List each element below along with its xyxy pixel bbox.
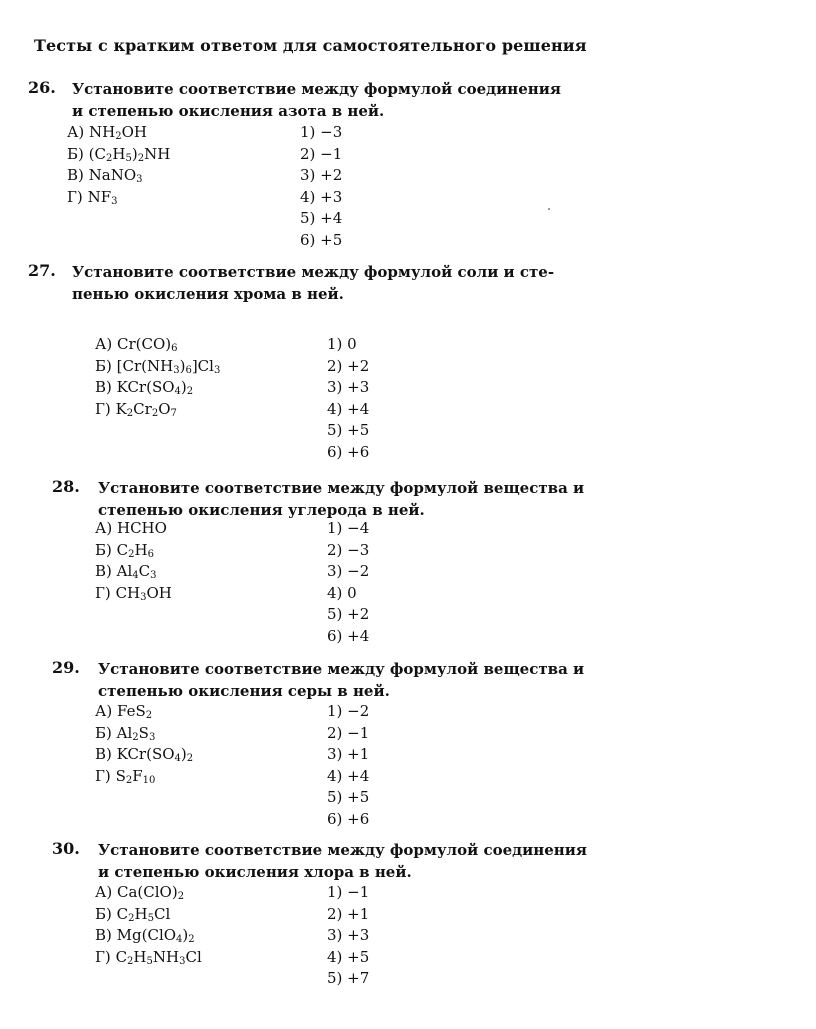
option-letter: Г) — [95, 399, 116, 418]
option-letter: Б) — [95, 723, 117, 742]
oxidation-value-option: 2) −1 — [300, 144, 343, 163]
formula-option — [95, 561, 157, 582]
page-title: Тесты с кратким ответом для самостоятельного решения — [34, 36, 587, 55]
formula-subscript: 2 — [126, 407, 134, 419]
formula-text: OH — [146, 583, 172, 602]
scan-speck — [548, 208, 550, 210]
oxidation-value-option: 3) −2 — [327, 562, 370, 580]
question-text-line: пенью окисления хрома в ней. — [72, 285, 344, 303]
question-text-line: Установите соответствие между формулой вещества и — [98, 479, 585, 497]
formula-subscript: 10 — [142, 774, 156, 786]
formula-option — [95, 377, 193, 398]
question-text-line: и степенью окисления хлора в ней. — [98, 863, 412, 881]
formula-text: Cl — [153, 904, 171, 923]
formula-option — [95, 399, 177, 420]
formula-text: Cr — [133, 399, 152, 418]
formula-text: C — [116, 540, 129, 559]
formula-text: H — [134, 540, 148, 559]
formula-subscript: 4 — [174, 386, 181, 397]
oxidation-value-option: 1) −3 — [300, 123, 343, 141]
oxidation-value-option: 1) −2 — [327, 702, 370, 720]
oxidation-value-option: 5) +5 — [327, 788, 370, 806]
formula-subscript: 5 — [125, 152, 132, 164]
formula-option — [95, 583, 172, 604]
formula-text: S — [115, 766, 126, 785]
oxidation-value-option: 3) +3 — [327, 378, 370, 396]
question-number: 26. — [28, 78, 56, 97]
formula-subscript: 6 — [185, 364, 192, 376]
option-letter: Б) — [95, 356, 117, 375]
oxidation-value-option: 2) −3 — [327, 540, 370, 559]
oxidation-value-option: 4) 0 — [327, 583, 357, 602]
oxidation-value-option: 5) +4 — [300, 209, 343, 227]
oxidation-value-option: 4) +4 — [327, 399, 370, 418]
question-number: 28. — [52, 477, 80, 496]
oxidation-value-option: 6) +4 — [327, 626, 370, 645]
formula-option — [67, 165, 143, 186]
question-number: 29. — [52, 658, 80, 677]
question-text-line: степенью окисления серы в ней. — [98, 682, 390, 700]
option-letter: А) — [95, 883, 117, 901]
formula-subscript: 2 — [145, 710, 153, 721]
formula-option — [95, 882, 184, 903]
formula-option — [95, 947, 202, 968]
oxidation-value-option: 1) 0 — [327, 335, 357, 353]
formula-text: ) — [180, 745, 187, 763]
formula-text: ]Cl — [191, 356, 214, 375]
formula-text: OH — [121, 123, 147, 141]
formula-option — [95, 518, 167, 539]
formula-subscript: 3 — [173, 364, 180, 376]
formula-subscript: 2 — [188, 934, 195, 945]
option-letter: Г) — [95, 766, 116, 785]
oxidation-value-option: 5) +7 — [327, 969, 370, 987]
formula-text: Al — [116, 723, 133, 742]
formula-subscript: 3 — [111, 195, 118, 207]
option-letter: Б) — [95, 540, 117, 559]
formula-option — [67, 187, 117, 208]
formula-subscript: 2 — [177, 891, 185, 902]
formula-text: [Cr(NH — [116, 356, 174, 375]
option-letter: В) — [95, 745, 117, 763]
option-letter: Г) — [95, 583, 116, 602]
formula-text: F — [132, 766, 143, 785]
formula-text: Mg(ClO — [116, 926, 177, 944]
formula-text: K — [115, 399, 127, 418]
question-text-line: Установите соответствие между формулой соединения — [72, 80, 561, 98]
formula-subscript: 3 — [140, 591, 147, 603]
oxidation-value-option: 4) +4 — [327, 766, 370, 785]
option-letter: Г) — [95, 947, 116, 966]
formula-subscript: 2 — [186, 386, 194, 397]
formula-subscript: 2 — [151, 407, 159, 419]
formula-option — [95, 925, 195, 946]
formula-text: NaNO — [88, 166, 137, 184]
formula-text: KCr(SO — [116, 378, 175, 396]
formula-text: FeS — [116, 702, 146, 720]
option-letter: А) — [67, 123, 89, 141]
formula-subscript: 2 — [106, 152, 113, 164]
formula-text: C — [138, 562, 151, 580]
formula-text: ) — [180, 378, 187, 396]
formula-text: (C — [88, 144, 106, 163]
formula-text: ) — [179, 356, 186, 375]
option-letter: В) — [67, 166, 89, 184]
oxidation-value-option: 3) +1 — [327, 745, 370, 763]
option-letter: Б) — [67, 144, 89, 163]
formula-text: C — [116, 904, 129, 923]
formula-option — [67, 144, 170, 165]
oxidation-value-option: 6) +6 — [327, 809, 370, 828]
formula-subscript: 2 — [115, 131, 122, 142]
formula-subscript: 6 — [171, 343, 178, 354]
oxidation-value-option: 2) +2 — [327, 356, 370, 375]
formula-text: H — [112, 144, 126, 163]
formula-subscript: 7 — [170, 407, 177, 419]
formula-subscript: 2 — [125, 774, 133, 786]
formula-subscript: 4 — [176, 934, 183, 945]
question-number: 27. — [28, 261, 56, 280]
formula-subscript: 3 — [148, 731, 156, 743]
oxidation-value-option: 6) +6 — [327, 442, 370, 461]
formula-text: ) — [182, 926, 189, 944]
formula-text: NH — [144, 144, 171, 163]
oxidation-value-option: 4) +3 — [300, 187, 343, 206]
formula-text: O — [158, 399, 171, 418]
formula-text: NH — [88, 123, 116, 141]
formula-subscript: 3 — [136, 174, 143, 185]
option-letter: А) — [95, 519, 117, 537]
formula-text: HCHO — [116, 519, 167, 537]
formula-text: ) — [131, 144, 138, 163]
oxidation-value-option: 1) −1 — [327, 883, 370, 901]
option-letter: Г) — [67, 187, 88, 206]
formula-option — [67, 122, 147, 143]
formula-text: S — [138, 723, 149, 742]
question-text-line: Установите соответствие между формулой вещества и — [98, 660, 585, 678]
formula-subscript: 3 — [150, 570, 157, 581]
oxidation-value-option: 6) +5 — [300, 230, 343, 249]
formula-option — [95, 904, 170, 925]
question-text-line: Установите соответствие между формулой соединения — [98, 841, 587, 859]
question-text-line: степенью окисления углерода в ней. — [98, 501, 425, 519]
formula-option — [95, 356, 220, 377]
oxidation-value-option: 2) +1 — [327, 904, 370, 923]
oxidation-value-option: 1) −4 — [327, 519, 370, 537]
question-text-line: и степенью окисления азота в ней. — [72, 102, 385, 120]
formula-text: C — [115, 947, 128, 966]
formula-option — [95, 701, 152, 722]
question-number: 30. — [52, 839, 80, 858]
formula-option — [95, 766, 155, 787]
formula-text: H — [133, 947, 147, 966]
formula-subscript: 3 — [179, 955, 186, 967]
formula-subscript: 3 — [213, 364, 221, 376]
formula-text: NH — [152, 947, 180, 966]
formula-subscript: 2 — [137, 152, 145, 164]
option-letter: В) — [95, 926, 117, 944]
oxidation-value-option: 4) +5 — [327, 947, 370, 966]
formula-subscript: 2 — [132, 731, 139, 743]
oxidation-value-option: 3) +3 — [327, 926, 370, 944]
formula-option — [95, 334, 178, 355]
formula-subscript: 4 — [132, 570, 139, 581]
formula-subscript: 2 — [128, 548, 135, 560]
question-text-line: Установите соответствие между формулой соли и сте- — [72, 263, 555, 281]
option-letter: А) — [95, 335, 117, 353]
oxidation-value-option: 5) +2 — [327, 605, 370, 623]
formula-subscript: 6 — [147, 548, 154, 560]
formula-text: KCr(SO — [116, 745, 175, 763]
formula-subscript: 2 — [128, 912, 135, 924]
oxidation-value-option: 5) +5 — [327, 421, 370, 439]
formula-subscript: 5 — [146, 955, 153, 967]
option-letter: А) — [95, 702, 117, 720]
formula-text: Cl — [185, 947, 202, 966]
formula-option — [95, 540, 154, 561]
oxidation-value-option: 3) +2 — [300, 166, 343, 184]
option-letter: Б) — [95, 904, 117, 923]
formula-subscript: 4 — [174, 753, 181, 764]
formula-option — [95, 723, 155, 744]
formula-text: Ca(ClO) — [116, 883, 178, 901]
option-letter: В) — [95, 562, 117, 580]
oxidation-value-option: 2) −1 — [327, 723, 370, 742]
formula-subscript: 2 — [127, 955, 134, 967]
formula-text: Al — [116, 562, 133, 580]
formula-text: H — [134, 904, 148, 923]
formula-text: CH — [115, 583, 141, 602]
formula-text: Cr(CO) — [116, 335, 172, 353]
option-letter: В) — [95, 378, 117, 396]
formula-subscript: 5 — [147, 912, 154, 924]
formula-option — [95, 744, 193, 765]
formula-subscript: 2 — [186, 753, 194, 764]
formula-text: NF — [87, 187, 112, 206]
